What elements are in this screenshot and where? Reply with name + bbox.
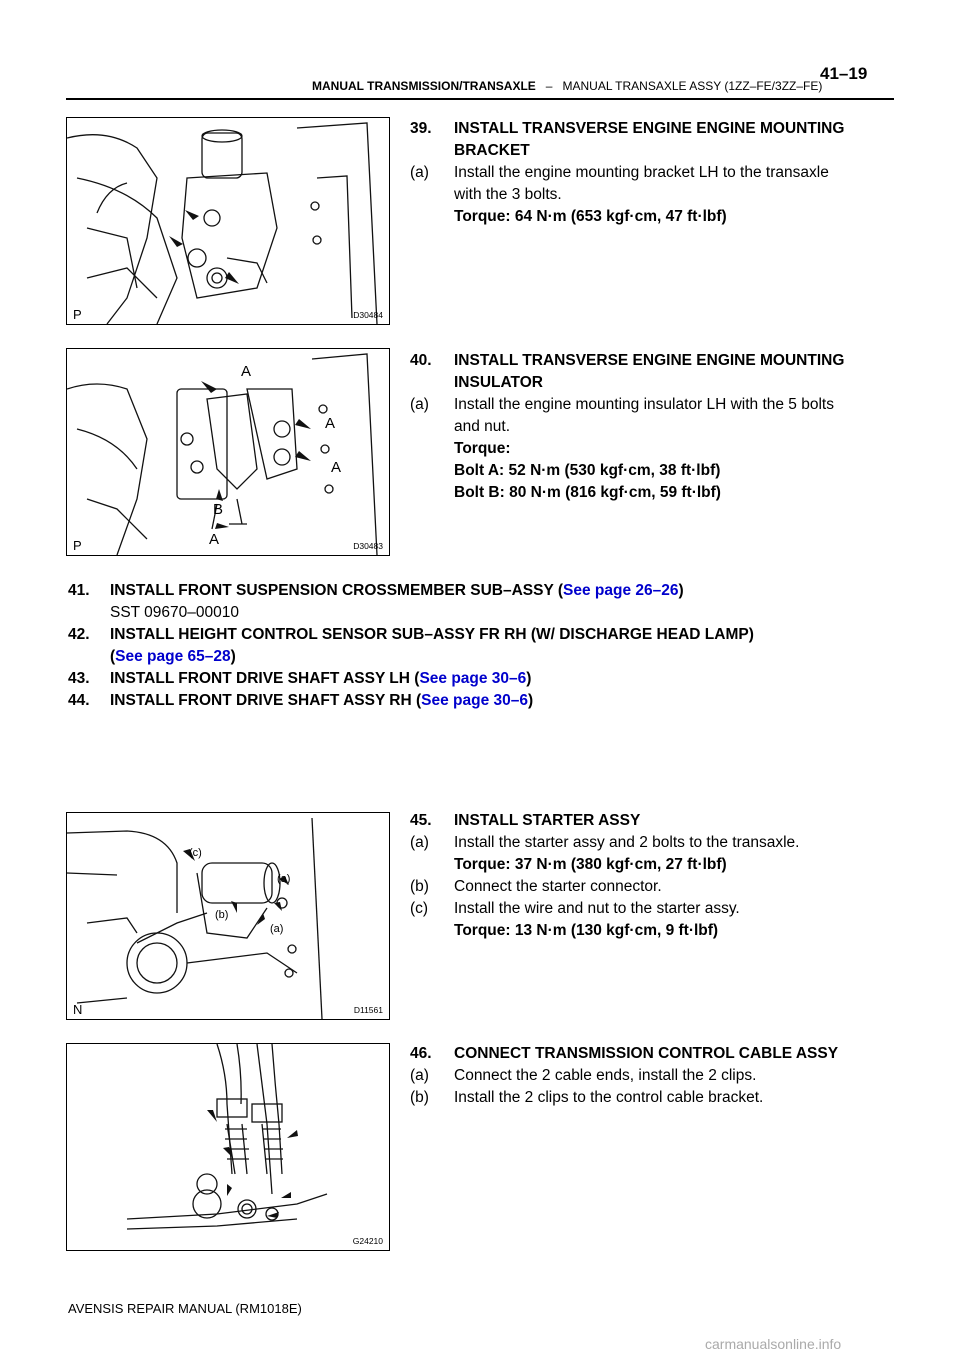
page-number: 41–19 — [820, 64, 868, 83]
paren: ) — [678, 582, 684, 599]
figure-code: D30483 — [353, 541, 383, 551]
substep-letter: (a) — [410, 164, 429, 181]
sst-number: SST 09670–00010 — [110, 604, 239, 621]
header-separator: – — [545, 79, 553, 93]
figure-starter-assy — [66, 812, 390, 1020]
page-link[interactable]: See page 65–28 — [115, 648, 231, 665]
substep-letter: (a) — [410, 834, 429, 851]
step-43 — [68, 668, 898, 690]
label-b: (b) — [215, 909, 229, 921]
paren: ) — [528, 692, 534, 709]
figure-letter: N — [73, 1002, 83, 1017]
label-a: (a) — [270, 923, 284, 935]
label-c: (c) — [189, 847, 202, 859]
step-title: INSTALL FRONT SUSPENSION CROSSMEMBER SUB–ASSY ( — [110, 582, 563, 599]
step-number: 39. — [410, 120, 432, 137]
figure-code: G24210 — [352, 1236, 383, 1246]
step-title-cont: INSULATOR — [454, 374, 543, 391]
illustration-cable — [67, 1044, 389, 1250]
label-nut-a: A — [209, 531, 220, 548]
header-subsection: MANUAL TRANSAXLE ASSY (1ZZ–FE/3ZZ–FE) — [562, 79, 823, 93]
substep-letter: (c) — [410, 900, 429, 917]
step-41 — [68, 580, 898, 602]
paren: ( — [110, 648, 116, 665]
step-42 — [68, 624, 898, 646]
page-link[interactable]: See page 26–26 — [563, 582, 679, 599]
figure-engine-mounting-bracket — [66, 117, 390, 325]
label-a: (a) — [277, 873, 291, 885]
step-number: 44. — [68, 692, 90, 709]
substep-text: Install the engine mounting bracket LH to the transaxle — [454, 164, 829, 181]
running-header — [312, 79, 822, 93]
step-46 — [410, 1043, 890, 1109]
footer-manual-title: AVENSIS REPAIR MANUAL (RM1018E) — [68, 1301, 302, 1316]
torque-spec: Torque: 37 N·m (380 kgf·cm, 27 ft·lbf) — [454, 856, 727, 873]
step-42-ref — [68, 646, 898, 668]
step-title: INSTALL FRONT DRIVE SHAFT ASSY LH ( — [110, 670, 420, 687]
figure-engine-mounting-insulator — [66, 348, 390, 556]
page-link[interactable]: See page 30–6 — [421, 692, 529, 709]
substep-letter: (b) — [410, 1089, 429, 1106]
substep-text-cont: and nut. — [454, 418, 511, 435]
watermark: carmanualsonline.info — [705, 1336, 842, 1352]
step-44 — [68, 690, 898, 712]
step-number: 40. — [410, 352, 432, 369]
step-number: 45. — [410, 812, 432, 829]
paren: ) — [230, 648, 236, 665]
illustration-insulator — [67, 349, 389, 555]
substep-letter: (a) — [410, 396, 429, 413]
figure-code: D11561 — [353, 1005, 383, 1015]
torque-label: Torque: — [454, 440, 511, 457]
header-section: MANUAL TRANSMISSION/TRANSAXLE — [312, 79, 536, 93]
step-number: 42. — [68, 626, 90, 643]
figure-code: D30484 — [353, 310, 383, 320]
label-bolt-a: A — [241, 363, 252, 380]
substep-text: Install the starter assy and 2 bolts to the transaxle. — [454, 834, 800, 851]
step-40 — [410, 350, 890, 504]
step-title: INSTALL STARTER ASSY — [454, 812, 641, 829]
substep-letter: (a) — [410, 1067, 429, 1084]
substep-text: Install the engine mounting insulator LH with the 5 bolts — [454, 396, 834, 413]
paren: ) — [526, 670, 532, 687]
figure-letter: P — [73, 307, 82, 322]
step-title-cont: BRACKET — [454, 142, 530, 159]
header-rule — [66, 98, 894, 100]
illustration-bracket — [67, 118, 389, 324]
substep-letter: (b) — [410, 878, 429, 895]
substep-text: Connect the starter connector. — [454, 878, 662, 895]
figure-control-cable — [66, 1043, 390, 1251]
step-number: 46. — [410, 1045, 432, 1062]
step-45 — [410, 810, 890, 942]
torque-spec: Torque: 13 N·m (130 kgf·cm, 9 ft·lbf) — [454, 922, 719, 939]
torque-bolt-b: Bolt B: 80 N·m (816 kgf·cm, 59 ft·lbf) — [454, 484, 721, 501]
step-title: CONNECT TRANSMISSION CONTROL CABLE ASSY — [454, 1045, 839, 1062]
substep-text: Install the 2 clips to the control cable bracket. — [454, 1089, 764, 1106]
step-title: INSTALL TRANSVERSE ENGINE ENGINE MOUNTING — [454, 120, 845, 137]
step-title: INSTALL TRANSVERSE ENGINE ENGINE MOUNTING — [454, 352, 845, 369]
substep-text-cont: with the 3 bolts. — [454, 186, 562, 203]
substep-text: Install the wire and nut to the starter assy. — [454, 900, 740, 917]
steps-41-44 — [68, 580, 898, 712]
step-number: 43. — [68, 670, 90, 687]
label-bolt-a: A — [331, 459, 342, 476]
step-title: INSTALL HEIGHT CONTROL SENSOR SUB–ASSY FR RH (W/ DISCHARGE HEAD LAMP) — [110, 626, 754, 643]
label-bolt-b: B — [213, 501, 224, 518]
torque-spec: Torque: 64 N·m (653 kgf·cm, 47 ft·lbf) — [454, 208, 727, 225]
substep-text: Connect the 2 cable ends, install the 2 clips. — [454, 1067, 757, 1084]
step-number: 41. — [68, 582, 90, 599]
page-link[interactable]: See page 30–6 — [419, 670, 527, 687]
torque-bolt-a: Bolt A: 52 N·m (530 kgf·cm, 38 ft·lbf) — [454, 462, 721, 479]
label-bolt-a: A — [325, 415, 336, 432]
figure-letter: P — [73, 538, 82, 553]
step-title: INSTALL FRONT DRIVE SHAFT ASSY RH ( — [110, 692, 422, 709]
step-39 — [410, 118, 890, 228]
